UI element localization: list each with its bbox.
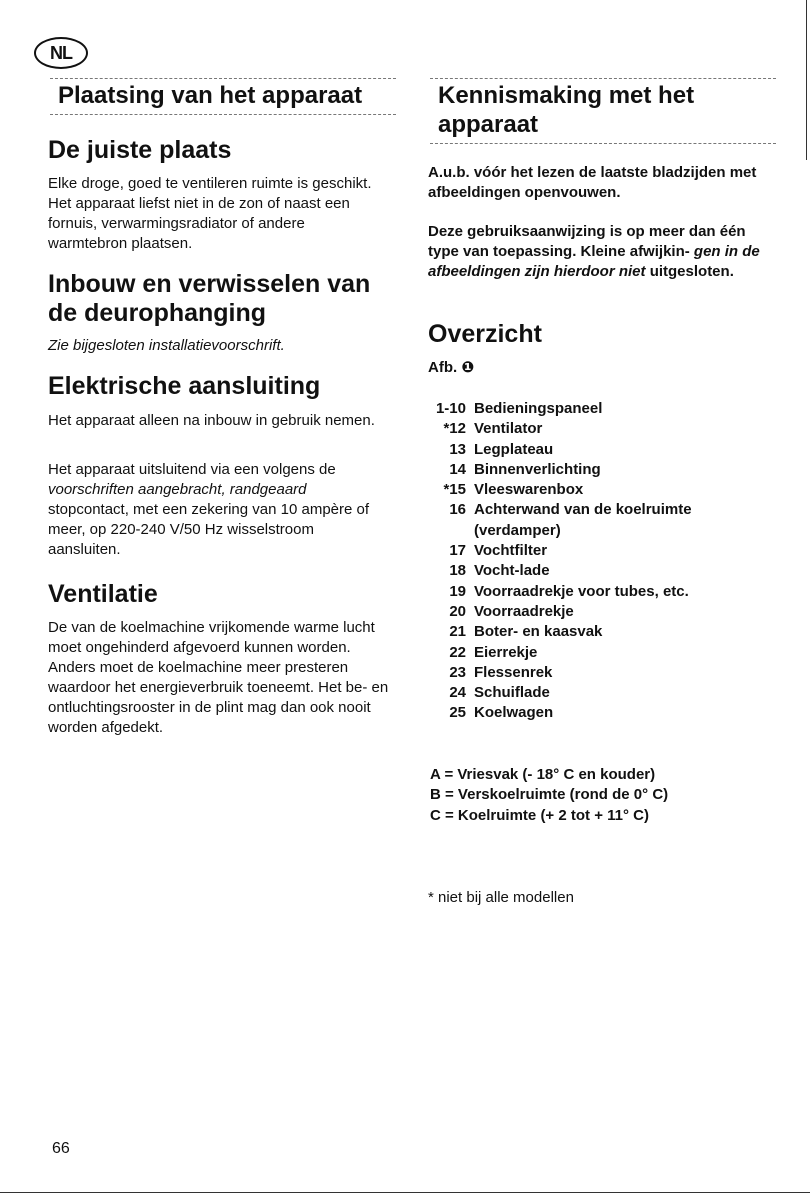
legend-item: [424, 582, 774, 602]
legend-number: 21: [449, 623, 466, 641]
subheading-ventilation: Ventilatie: [48, 580, 158, 608]
legend-label: Achterwand van de koelruimte: [474, 501, 692, 519]
legend-item: [424, 643, 774, 663]
paragraph-installation: Zie bijgesloten installatievoorschrift.: [48, 337, 285, 354]
subheading-overview: Overzicht: [428, 320, 542, 348]
legend-item: [424, 663, 774, 683]
paragraph-right-place: Elke droge, goed te ventileren ruimte is geschikt. Het apparaat liefst niet in de zon of naast een fornuis, verwarmingsradiator of andere warmtebron plaatsen.: [48, 175, 372, 252]
legend-item: [424, 602, 774, 622]
applicability-text-a: Deze gebruiksaanwijzing is op meer dan één type van toepassing. Kleine afwijkin-: [428, 223, 746, 260]
language-badge: NL: [34, 37, 88, 69]
legend-label: Vocht-lade: [474, 562, 550, 580]
footnote: * niet bij alle modellen: [428, 889, 574, 906]
legend-label: Flessenrek: [474, 663, 553, 681]
legend-number: 14: [449, 460, 466, 478]
legend-item: [424, 683, 774, 703]
paragraph-applicability: [428, 222, 768, 282]
legend-number: 20: [449, 602, 466, 620]
legend-item: [424, 399, 774, 419]
legend-number: 22: [449, 643, 466, 661]
legend-label: Bedieningspaneel: [474, 400, 603, 417]
paragraph-electrical-1: Het apparaat alleen na inbouw in gebruik nemen.: [48, 412, 375, 429]
legend-item: [424, 703, 774, 723]
legend-label: Binnenverlichting: [474, 460, 601, 478]
electrical-text-a: Het apparaat uitsluitend via een volgens de: [48, 461, 336, 478]
applicability-text-c: uitgesloten.: [649, 263, 734, 280]
paragraph-fold-out: A.u.b. vóór het lezen de laatste bladzijden met afbeeldingen openvouwen.: [428, 164, 757, 201]
legend-number: [424, 521, 474, 541]
legend-number: 13: [449, 440, 466, 458]
electrical-text-c: stopcontact, met een zekering van 10 ampère of meer, op 220-240 V/50 Hz wisselstroom aansluiten.: [48, 501, 370, 558]
figure-reference: Afb. ❶: [428, 359, 475, 376]
subheading-electrical: Elektrische aansluiting: [48, 372, 321, 400]
zone-a: A = Vriesvak (- 18° C en kouder): [430, 766, 656, 783]
parts-legend: [424, 399, 774, 724]
right-edge-line: [806, 0, 807, 160]
legend-item: [424, 521, 774, 541]
subheading-right-place: De juiste plaats: [48, 136, 232, 164]
electrical-text-b: voorschriften aangebracht, randgeaard: [48, 481, 307, 498]
legend-number: 24: [449, 684, 466, 702]
legend-number: 19: [449, 582, 466, 600]
legend-number: 16: [449, 501, 466, 519]
legend-number: 17: [449, 542, 466, 560]
legend-number: 23: [449, 663, 466, 681]
legend-label: Schuiflade: [474, 684, 550, 702]
legend-number: 18: [449, 562, 466, 580]
legend-item: [424, 419, 774, 439]
legend-label: Koelwagen: [474, 704, 554, 722]
legend-label: Vochtfilter: [474, 542, 548, 560]
legend-item: [424, 561, 774, 581]
paragraph-ventilation: De van de koelmachine vrijkomende warme lucht moet ongehinderd afgevoerd kunnen worden. Anders moet de koelmachine meer presteren waardoor het energieverbruik toeneemt. Het be- en ontluchtingsrooster in de plint mag dan ook nooit worden afgedekt.: [48, 619, 389, 736]
subheading-installation: Inbouw en verwisselen van de deurophanging: [48, 270, 371, 327]
page-number: 66: [52, 1140, 70, 1157]
legend-item: [424, 460, 774, 480]
legend-label: Ventilator: [474, 420, 543, 438]
legend-number: *15: [443, 481, 466, 499]
legend-item: [424, 500, 774, 520]
applicability-text-b: gen in de afbeeldingen zijn hierdoor niet: [428, 243, 760, 280]
legend-item: [424, 480, 774, 500]
legend-label: Legplateau: [474, 440, 554, 458]
legend-item: [424, 541, 774, 561]
legend-number: 25: [449, 704, 466, 722]
legend-label: Vleeswarenbox: [474, 481, 584, 499]
section-heading-introduction: Kennismaking met het apparaat: [430, 78, 776, 144]
legend-number: 1-10: [435, 400, 466, 417]
zone-c: C = Koelruimte (+ 2 tot + 11° C): [430, 806, 649, 824]
legend-item: [424, 440, 774, 460]
legend-label: Boter- en kaasvak: [474, 623, 603, 641]
legend-item: [424, 622, 774, 642]
temperature-zones: [430, 765, 780, 826]
legend-label: Voorraadrekje: [474, 602, 574, 620]
legend-label: (verdamper): [474, 521, 561, 539]
zone-b: B = Verskoelruimte (rond de 0° C): [430, 786, 669, 804]
legend-label: Voorraadrekje voor tubes, etc.: [474, 582, 689, 600]
paragraph-electrical-2: [48, 460, 388, 560]
legend-label: Eierrekje: [474, 643, 538, 661]
section-heading-placement: Plaatsing van het apparaat: [50, 78, 396, 115]
legend-number: *12: [443, 420, 466, 438]
bottom-edge-line: [0, 1192, 810, 1193]
